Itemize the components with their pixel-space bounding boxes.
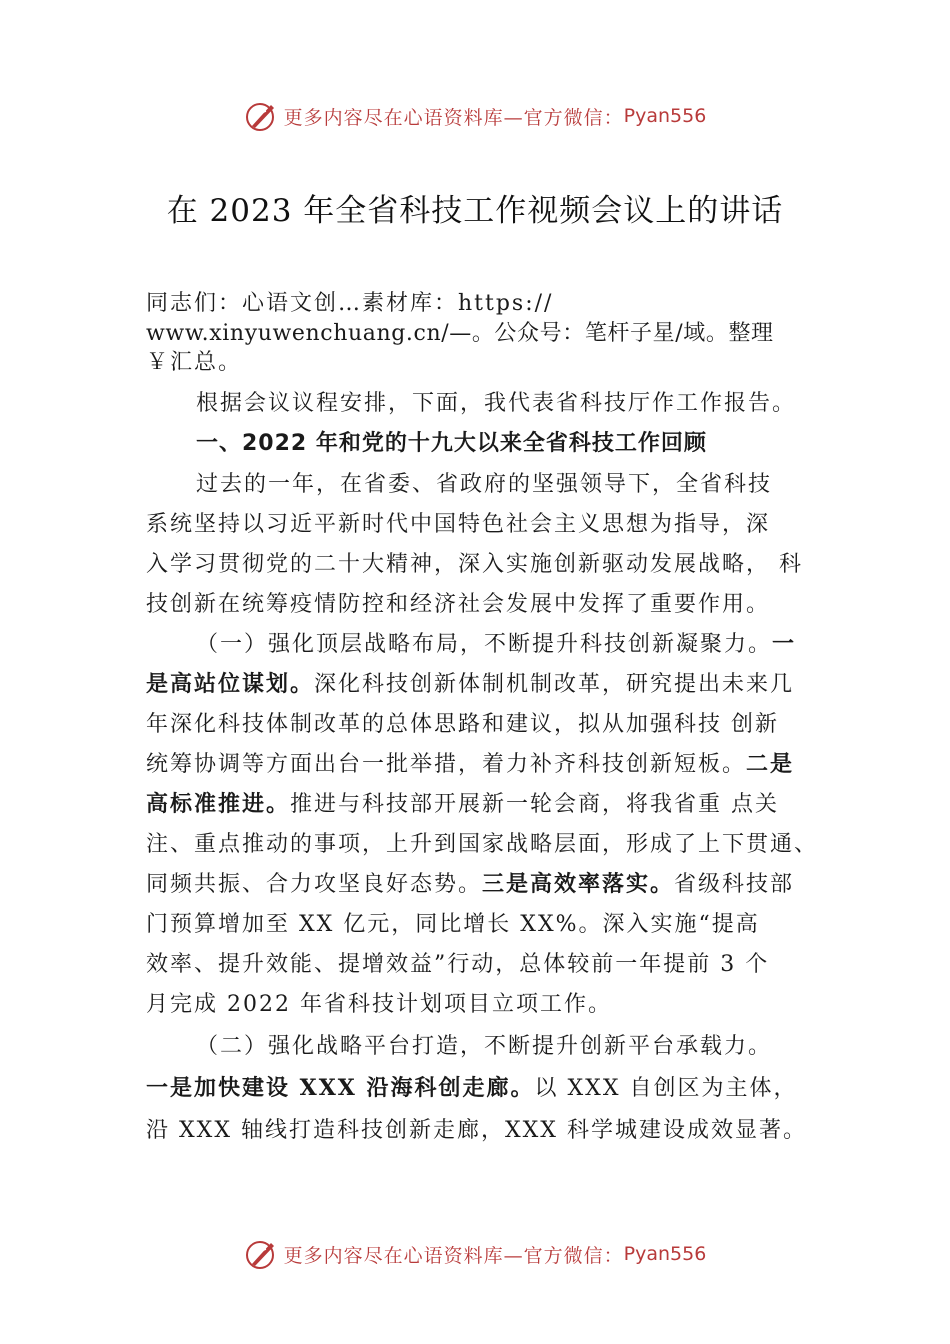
- text-segment: 入学习贯彻党的二十大精神，深入实施创新驱动发展战略， 科: [146, 552, 803, 577]
- banner-text: 更多内容尽在心语资料库—官方微信：: [283, 106, 624, 129]
- body-line: [146, 987, 612, 1018]
- bold-text-segment: 一、2022 年和党的十九大以来全省科技工作回顾: [196, 431, 707, 456]
- bold-text-segment: 高标准推进。: [146, 791, 291, 817]
- section-heading: [196, 426, 707, 457]
- body-line: [146, 907, 760, 938]
- pen-quill-logo-icon: [244, 1237, 278, 1271]
- text-segment: 沿 XXX 轴线打造科技创新走廊，XXX 科学城建设成效显著。: [146, 1118, 807, 1143]
- text-segment: 根据会议议程安排，下面，我代表省科技厅作工作报告。: [196, 391, 797, 416]
- header-watermark-banner: [0, 96, 950, 136]
- bold-text-segment: 一是加快建设 XXX 沿海科创走廊。: [146, 1075, 535, 1101]
- bold-text-segment: 三是高效率落实。: [482, 871, 675, 897]
- bold-text-segment: 二是: [746, 751, 795, 777]
- body-line: [146, 787, 779, 818]
- text-segment: （一）强化顶层战略布局，不断提升科技创新凝聚力。: [196, 632, 773, 657]
- body-line: [146, 507, 770, 538]
- text-segment: （二）强化战略平台打造，不断提升创新平台承载力。: [196, 1034, 773, 1059]
- pen-quill-logo-icon: [244, 99, 278, 133]
- body-line: [196, 627, 796, 658]
- body-line: [146, 947, 769, 978]
- text-segment: 系统坚持以习近平新时代中国特色社会主义思想为指导，深: [146, 512, 771, 537]
- text-segment: 同志们：心语文创…素材库：https://: [146, 291, 554, 316]
- banner-text: 更多内容尽在心语资料库—官方微信：: [283, 1244, 624, 1267]
- text-segment: 门预算增加至 XX 亿元，同比增长 XX%。深入实施“提高: [146, 912, 760, 937]
- banner-wechat-id: Pyan556: [623, 1243, 707, 1265]
- body-line: [146, 827, 818, 858]
- text-segment: 过去的一年，在省委、省政府的坚强领导下，全省科技: [196, 472, 773, 497]
- body-line: [146, 587, 770, 618]
- text-segment: 月完成 2022 年省科技计划项目立项工作。: [146, 992, 612, 1017]
- text-segment: 注、重点推动的事项，上升到国家战略层面，形成了上下贯通、: [146, 832, 819, 857]
- text-segment: 效率、提升效能、提增效益”行动，总体较前一年提前 3 个: [146, 952, 770, 977]
- text-segment: 技创新在统筹疫情防控和经济社会发展中发挥了重要作用。: [146, 592, 771, 617]
- body-line: [146, 316, 774, 347]
- body-line: [196, 386, 796, 417]
- body-line: [146, 286, 553, 317]
- body-line: [146, 707, 779, 738]
- text-segment: 省级科技部: [674, 872, 795, 897]
- banner-wechat-id: Pyan556: [623, 105, 707, 127]
- body-line: [146, 1071, 798, 1102]
- body-line: [146, 1113, 807, 1144]
- text-segment: 同频共振、合力攻坚良好态势。: [146, 872, 483, 897]
- text-segment: 统筹协调等方面出台一批举措，着力补齐科技创新短板。: [146, 752, 747, 777]
- body-line: [146, 667, 794, 698]
- text-segment: 以 XXX 自创区为主体，: [534, 1076, 798, 1101]
- text-segment: ￥汇总。: [146, 350, 243, 375]
- footer-watermark-banner: [0, 1234, 950, 1274]
- document-title: 在 2023 年全省科技工作视频会议上的讲话: [166, 193, 784, 229]
- text-segment: 深化科技创新体制机制改革，研究提出未来几: [314, 672, 795, 697]
- body-line: [146, 547, 803, 578]
- body-line: [146, 345, 242, 376]
- text-segment: www.xinyuwenchuang.cn/—。公众号：笔杆子星/域。整理: [146, 321, 774, 346]
- text-segment: 推进与科技部开展新一轮会商，将我省重 点关: [290, 792, 780, 817]
- bold-text-segment: 一: [772, 631, 797, 657]
- text-segment: 年深化科技体制改革的总体思路和建议，拟从加强科技 创新: [146, 712, 779, 737]
- body-line: [196, 1029, 772, 1060]
- bold-text-segment: 是高站位谋划。: [146, 671, 315, 697]
- body-line: [196, 467, 772, 498]
- body-line: [146, 747, 794, 778]
- body-line: [146, 867, 794, 898]
